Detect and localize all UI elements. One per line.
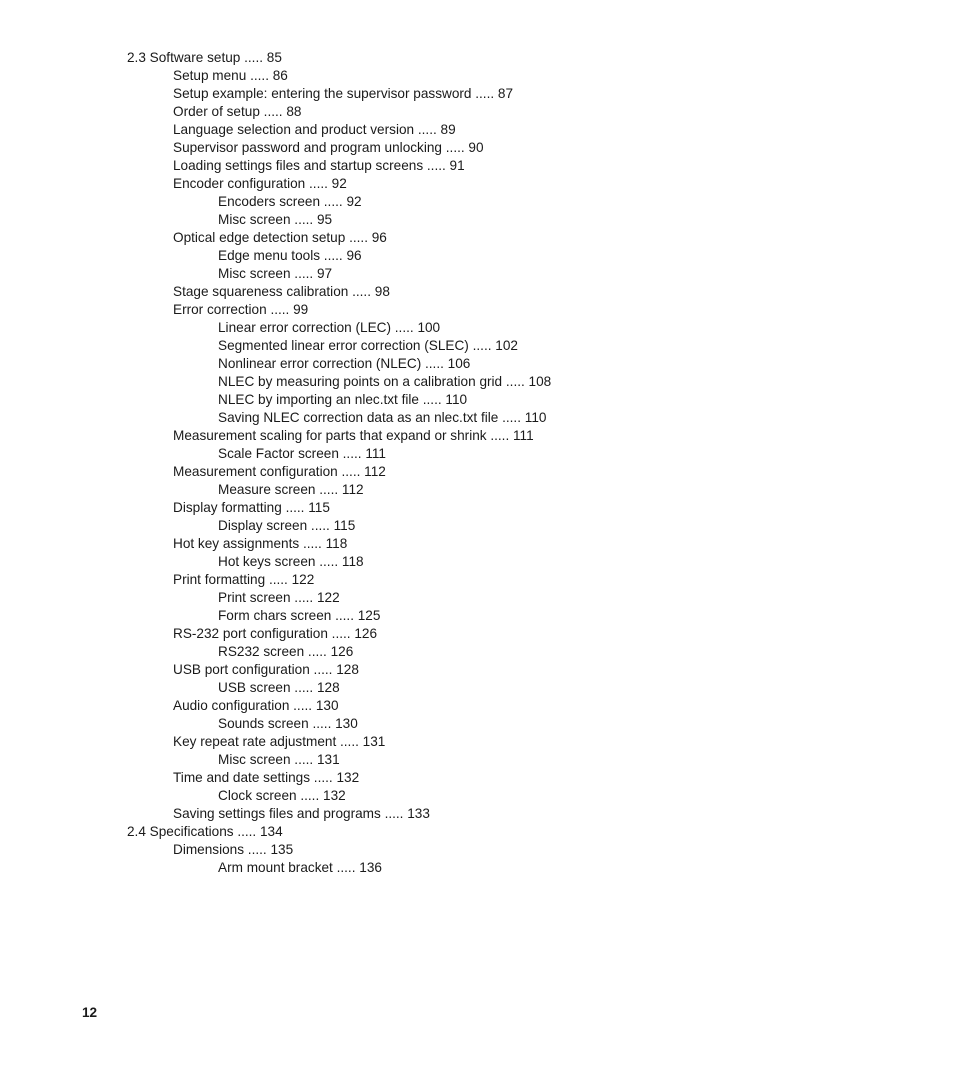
toc-entry-language-selection[interactable]: Language selection and product version ..... 89 [173,122,456,137]
toc-entry-optical-edge-detection[interactable]: Optical edge detection setup ..... 96 [173,230,387,245]
toc-entry-supervisor-password[interactable]: Supervisor password and program unlocking ..... 90 [173,140,484,155]
toc-entry-setup-menu[interactable]: Setup menu ..... 86 [173,68,288,83]
toc-entry-encoder-configuration[interactable]: Encoder configuration ..... 92 [173,176,347,191]
toc-entry-arm-mount-bracket[interactable]: Arm mount bracket ..... 136 [218,860,382,875]
toc-entry-loading-settings[interactable]: Loading settings files and startup screens ..... 91 [173,158,465,173]
toc-entry-saving-settings-files[interactable]: Saving settings files and programs ..... 133 [173,806,430,821]
toc-entry-edge-menu-tools[interactable]: Edge menu tools ..... 96 [218,248,362,263]
toc-entry-form-chars-screen[interactable]: Form chars screen ..... 125 [218,608,381,623]
toc-entry-clock-screen[interactable]: Clock screen ..... 132 [218,788,346,803]
toc-entry-sounds-screen[interactable]: Sounds screen ..... 130 [218,716,358,731]
toc-entry-hot-key-assignments[interactable]: Hot key assignments ..... 118 [173,536,348,551]
toc-entry-dimensions[interactable]: Dimensions ..... 135 [173,842,294,857]
toc-entry-usb-port-configuration[interactable]: USB port configuration ..... 128 [173,662,359,677]
toc-entry-measure-screen[interactable]: Measure screen ..... 112 [218,482,364,497]
toc-entry-misc-screen-131[interactable]: Misc screen ..... 131 [218,752,340,767]
toc-entry-stage-squareness[interactable]: Stage squareness calibration ..... 98 [173,284,390,299]
toc-entry-key-repeat-rate[interactable]: Key repeat rate adjustment ..... 131 [173,734,386,749]
toc-entry-scale-factor-screen[interactable]: Scale Factor screen ..... 111 [218,446,386,461]
toc-entry-time-and-date[interactable]: Time and date settings ..... 132 [173,770,360,785]
toc-entry-audio-configuration[interactable]: Audio configuration ..... 130 [173,698,339,713]
table-of-contents [0,49,954,877]
toc-entry-misc-screen-95[interactable]: Misc screen ..... 95 [218,212,333,227]
toc-entry-hot-keys-screen[interactable]: Hot keys screen ..... 118 [218,554,364,569]
toc-entry-lec[interactable]: Linear error correction (LEC) ..... 100 [218,320,441,335]
toc-entry-specifications[interactable]: 2.4 Specifications ..... 134 [127,824,283,839]
toc-entry-software-setup[interactable]: 2.3 Software setup ..... 85 [127,50,282,65]
toc-entry-rs232-screen[interactable]: RS232 screen ..... 126 [218,644,354,659]
toc-entry-slec[interactable]: Segmented linear error correction (SLEC) ..... 102 [218,338,518,353]
toc-entry-encoders-screen[interactable]: Encoders screen ..... 92 [218,194,362,209]
toc-entry-measurement-configuration[interactable]: Measurement configuration ..... 112 [173,464,386,479]
toc-entry-display-formatting[interactable]: Display formatting ..... 115 [173,500,330,515]
toc-entry-setup-example[interactable]: Setup example: entering the supervisor password ..... 87 [173,86,514,101]
toc-entry-nlec-importing[interactable]: NLEC by importing an nlec.txt file ..... 110 [218,392,468,407]
toc-entry-nlec-calibration-grid[interactable]: NLEC by measuring points on a calibration grid ..... 108 [218,374,552,389]
toc-entry-order-of-setup[interactable]: Order of setup ..... 88 [173,104,302,119]
toc-entry-print-formatting[interactable]: Print formatting ..... 122 [173,572,315,587]
toc-entry-usb-screen[interactable]: USB screen ..... 128 [218,680,340,695]
toc-entry-error-correction[interactable]: Error correction ..... 99 [173,302,309,317]
toc-entry-misc-screen-97[interactable]: Misc screen ..... 97 [218,266,333,281]
toc-entry-print-screen[interactable]: Print screen ..... 122 [218,590,340,605]
toc-entry-measurement-scaling[interactable]: Measurement scaling for parts that expand or shrink ..... 111 [173,428,534,443]
toc-entry-saving-nlec[interactable]: Saving NLEC correction data as an nlec.txt file ..... 110 [218,410,547,425]
toc-entry-nlec[interactable]: Nonlinear error correction (NLEC) ..... 106 [218,356,471,371]
toc-entry-display-screen[interactable]: Display screen ..... 115 [218,518,356,533]
toc-entry-rs232-port-configuration[interactable]: RS-232 port configuration ..... 126 [173,626,378,641]
page-number: 12 [82,1005,98,1020]
